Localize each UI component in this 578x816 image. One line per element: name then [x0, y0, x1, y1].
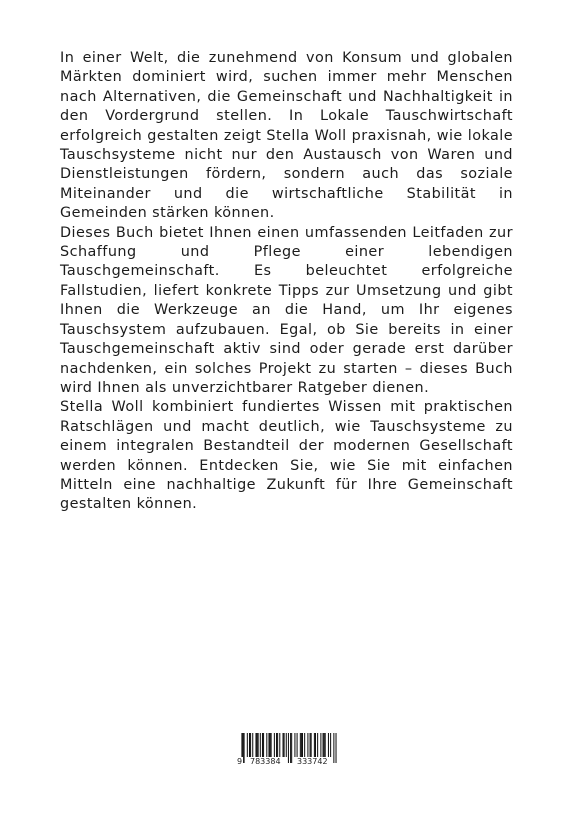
barcode-bar	[271, 733, 272, 757]
barcode-bar	[263, 733, 264, 757]
barcode-bar	[328, 733, 329, 757]
barcode-bar	[262, 733, 263, 757]
barcode-bar	[314, 733, 315, 757]
isbn-barcode-digits	[236, 757, 342, 769]
barcode-bar	[304, 733, 305, 757]
barcode-bar	[268, 733, 269, 757]
barcode-bar	[277, 733, 278, 757]
barcode-bar	[247, 733, 248, 757]
barcode-bar	[311, 733, 312, 757]
barcode-digits-left: 783384	[250, 757, 281, 766]
barcode-bar	[294, 733, 295, 757]
barcode-bar	[249, 733, 250, 757]
barcode-bar	[317, 733, 318, 757]
barcode-bar	[252, 733, 253, 757]
blurb-paragraph-conclusion: Stella Woll kombiniert fundiertes Wissen mit praktischen Ratschlägen und macht deutlich, wie Tauschsysteme zu einem integralen Bestandteil der modernen Gesellschaft werden können. Entdecken Sie, wie Sie mit einfachen Mitteln eine nachhaltige Zukunft für Ihre Gemeinschaft gestalten können.	[60, 399, 513, 513]
back-cover-blurb	[60, 49, 513, 515]
barcode-bar	[302, 733, 303, 757]
barcode-bar	[274, 733, 275, 757]
barcode-bar	[325, 733, 326, 757]
barcode-bar	[323, 733, 324, 757]
barcode-bar	[276, 733, 277, 757]
barcode-bar	[286, 733, 287, 757]
barcode-bar	[255, 733, 256, 757]
barcode-bar	[330, 733, 331, 757]
barcode-bar	[279, 733, 280, 757]
barcode-bar	[307, 733, 308, 757]
barcode-bar	[297, 733, 298, 757]
barcode-bar	[315, 733, 316, 757]
barcode-bar	[270, 733, 271, 757]
blurb-paragraph-guide: Dieses Buch bietet Ihnen einen umfassenden Leitfaden zur Schaffung und Pflege einer lebendigen Tauschgemeinschaft. Es beleuchtet erfolgreiche Fallstudien, liefert konkrete Tipps zur Umsetzung und gibt Ihnen die Werkzeuge an die Hand, um Ihr eigenes Tauschsystem aufzubauen. Egal, ob Sie bereits in einer Tauschgemeinschaft aktiv sind oder gerade erst darüber nachdenken, ein solches Projekt zu starten – dieses Buch wird Ihnen als unverzichtbarer Ratgeber dienen.	[60, 224, 513, 396]
barcode-bar	[301, 733, 302, 757]
barcode-digit-first: 9	[237, 757, 243, 766]
barcode-bar	[324, 733, 325, 757]
barcode-bar	[260, 733, 261, 757]
barcode-bar	[257, 733, 258, 757]
blurb-paragraph-intro: In einer Welt, die zunehmend von Konsum und globalen Märkten dominiert wird, suchen immer mehr Menschen nach Alternativen, die Gemeinschaft und Nachhaltigkeit in den Vordergrund stellen. In Lokale Tauschwirtschaft erfolgreich gestalten zeigt Stella Woll praxisnah, wie lokale Tauschsysteme nicht nur den Austausch von Waren und Dienstleistungen fördern, sondern auch das soziale Miteinander und die wirtschaftliche Stabilität in Gemeinden stärken können.	[60, 50, 513, 222]
barcode-bar	[250, 733, 251, 757]
barcode-bar	[310, 733, 311, 757]
barcode-bar	[266, 733, 267, 757]
barcode-bar	[300, 733, 301, 757]
barcode-digits-right: 333742	[297, 757, 328, 766]
barcode-bar	[283, 733, 284, 757]
barcode-bar	[258, 733, 259, 757]
barcode-bar	[284, 733, 285, 757]
barcode-bar	[320, 733, 321, 757]
